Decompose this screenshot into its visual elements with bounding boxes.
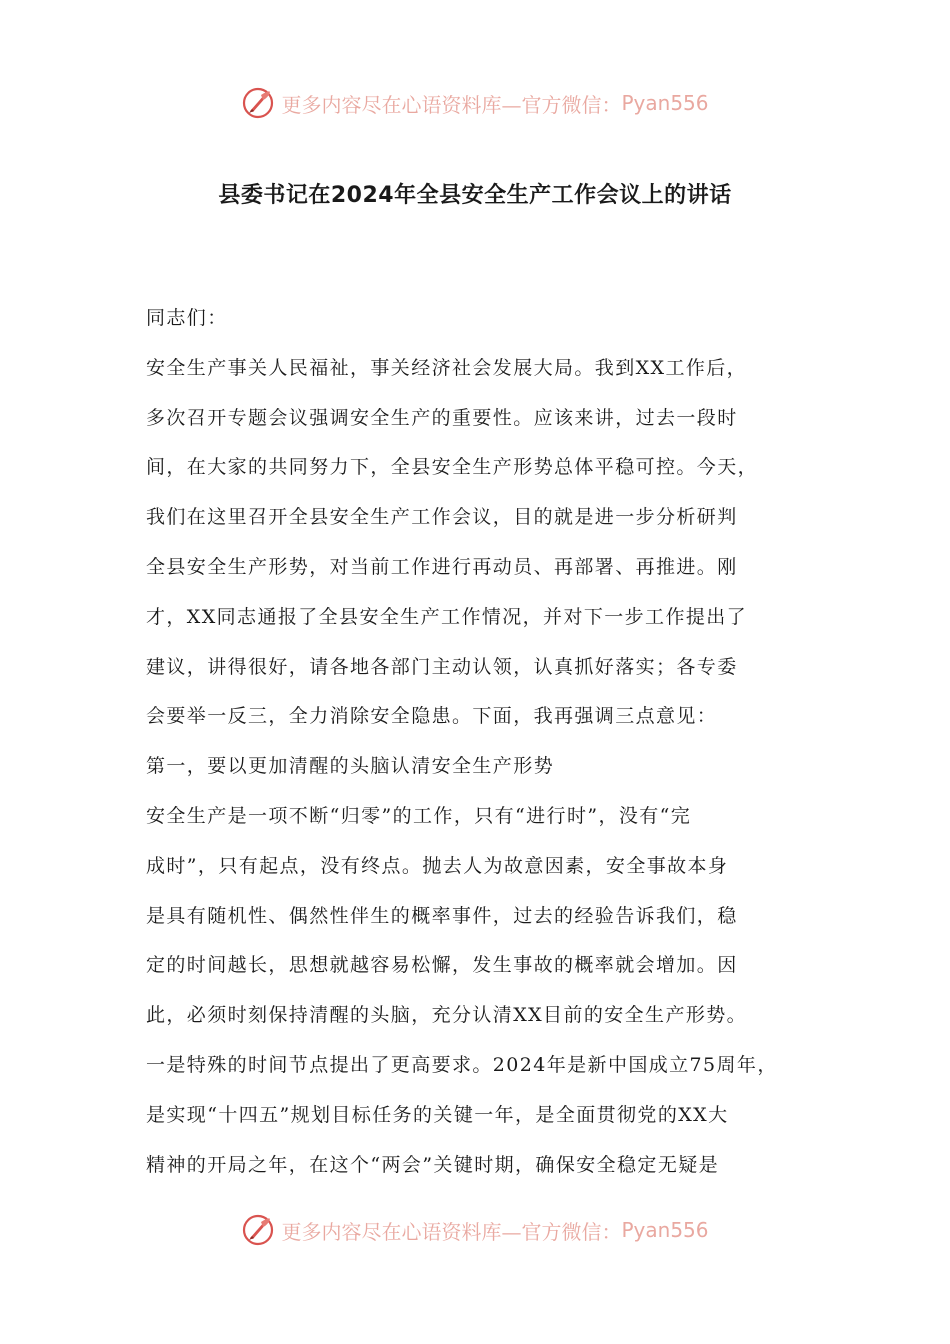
document-title: 县委书记在2024年全县安全生产工作会议上的讲话 — [218, 183, 732, 208]
paragraph-line: 建议，讲得很好，请各地各部门主动认领，认真抓好落实；各专委 — [146, 655, 738, 678]
paragraph-line: 一是特殊的时间节点提出了更高要求。2024年是新中国成立75周年， — [146, 1053, 778, 1076]
paragraph-line: 间，在大家的共同努力下，全县安全生产形势总体平稳可控。今天， — [146, 456, 759, 479]
watermark-wechat-id: Pyan556 — [621, 91, 709, 115]
watermark-text: 更多内容尽在心语资料库—官方微信： — [281, 1219, 622, 1244]
paragraph-line: 定的时间越长，思想就越容易松懈，发生事故的概率就会增加。因 — [146, 954, 738, 977]
paragraph-line: 全县安全生产形势，对当前工作进行再动员、再部署、再推进。刚 — [146, 555, 738, 578]
paragraph-line: 是具有随机性、偶然性伴生的概率事件，过去的经验告诉我们，稳 — [146, 904, 738, 927]
quill-pen-logo-icon — [241, 86, 275, 120]
paragraph-line: 安全生产事关人民福祉，事关经济社会发展大局。我到XX工作后， — [146, 356, 748, 379]
watermark-text: 更多内容尽在心语资料库—官方微信： — [281, 92, 622, 117]
document-body — [146, 294, 818, 1190]
section-heading: 第一，要以更加清醒的头脑认清安全生产形势 — [146, 755, 555, 778]
watermark-banner-top — [0, 83, 950, 123]
paragraph-line: 精神的开局之年，在这个“两会”关键时期，确保安全稳定无疑是 — [146, 1153, 720, 1176]
salutation: 同志们： — [146, 307, 228, 329]
paragraph-line: 多次召开专题会议强调安全生产的重要性。应该来讲，过去一段时 — [146, 406, 738, 429]
paragraph-line: 此，必须时刻保持清醒的头脑，充分认清XX目前的安全生产形势。 — [146, 1004, 748, 1027]
paragraph-line: 会要举一反三，全力消除安全隐患。下面，我再强调三点意见： — [146, 705, 718, 728]
paragraph-line: 是实现“十四五”规划目标任务的关键一年，是全面贯彻党的XX大 — [146, 1103, 729, 1126]
paragraph-line: 我们在这里召开全县安全生产工作会议，目的就是进一步分析研判 — [146, 506, 738, 529]
watermark-wechat-id: Pyan556 — [621, 1218, 709, 1242]
watermark-banner-bottom — [0, 1210, 950, 1250]
paragraph-line: 安全生产是一项不断“归零”的工作，只有“进行时”，没有“完 — [146, 804, 692, 827]
quill-pen-logo-icon — [241, 1213, 275, 1247]
paragraph-line: 成时”，只有起点，没有终点。抛去人为故意因素，安全事故本身 — [146, 854, 729, 877]
paragraph-line: 才，XX同志通报了全县安全生产工作情况，并对下一步工作提出了 — [146, 605, 748, 628]
